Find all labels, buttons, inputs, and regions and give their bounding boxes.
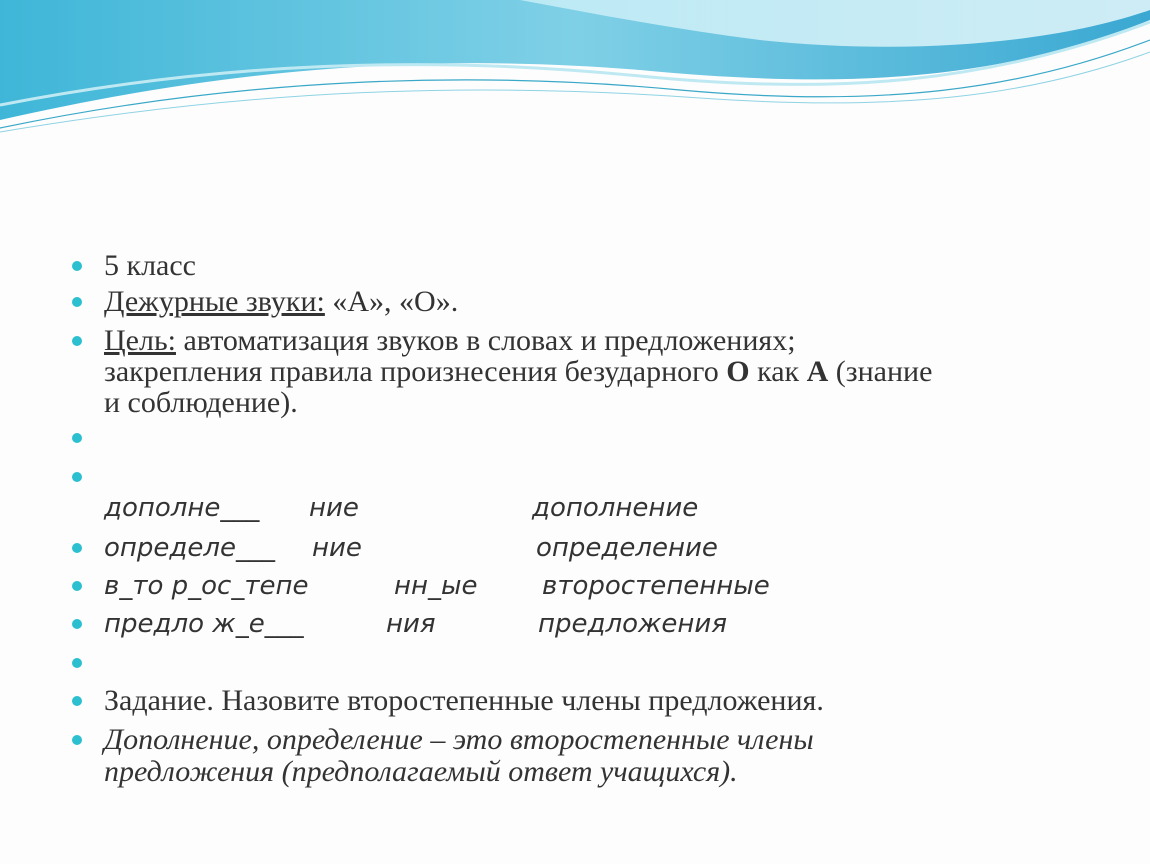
word-ending: ние	[312, 533, 362, 563]
duty-sounds-line	[104, 286, 458, 318]
bullet	[72, 297, 82, 307]
class-text: 5 класс	[104, 249, 196, 282]
answer-line-1	[104, 724, 814, 756]
goal-kak: как	[749, 355, 807, 388]
bullet	[72, 735, 82, 745]
bullet	[72, 472, 82, 482]
goal-text-1: автоматизация звуков в словах и предложениях;	[175, 324, 796, 357]
task-text: Задание. Назовите второстепенные члены предложения.	[104, 684, 824, 717]
word-full: дополнение	[532, 493, 699, 523]
bullet	[72, 696, 82, 706]
word-gap: определе___	[104, 533, 275, 563]
bullet	[72, 658, 82, 668]
bullet	[72, 581, 82, 591]
goal-text-2b: (знание	[828, 355, 933, 388]
duty-sounds-label: Дежурные звуки:	[104, 285, 325, 318]
word-gap: в_то р_ос_тепе	[104, 571, 309, 601]
word-ending: ние	[309, 493, 359, 523]
goal-label: Цель:	[104, 324, 176, 357]
bullet	[72, 619, 82, 629]
word-ending: нн_ые	[394, 571, 478, 601]
class-line	[104, 250, 196, 282]
goal-line-1	[104, 325, 796, 357]
word-full: второстепенные	[542, 571, 770, 601]
answer-line-2	[104, 756, 738, 788]
word-full: определение	[536, 533, 718, 563]
goal-letter-a: А	[806, 355, 829, 388]
answer-text-2: предложения (предполагаемый ответ учащихся).	[104, 755, 738, 788]
task-line	[104, 685, 824, 717]
goal-line-2	[104, 356, 932, 388]
bullet	[72, 433, 82, 443]
word-gap: дополне___	[104, 493, 260, 523]
goal-line-3	[104, 387, 298, 419]
word-gap: предло ж_е___	[104, 609, 304, 639]
word-full: предложения	[538, 609, 727, 639]
goal-text-2a: закрепления правила произнесения безударного	[104, 355, 727, 388]
bullet	[72, 543, 82, 553]
header-wave-decoration	[0, 0, 1150, 140]
word-ending: ния	[386, 609, 436, 639]
bullet	[72, 261, 82, 271]
bullet	[72, 336, 82, 346]
goal-text-3: и соблюдение).	[104, 386, 298, 419]
answer-text-1: Дополнение, определение – это второстепенные члены	[104, 723, 814, 756]
duty-sounds-value: «А», «О».	[324, 285, 459, 318]
goal-letter-o: О	[726, 355, 750, 388]
